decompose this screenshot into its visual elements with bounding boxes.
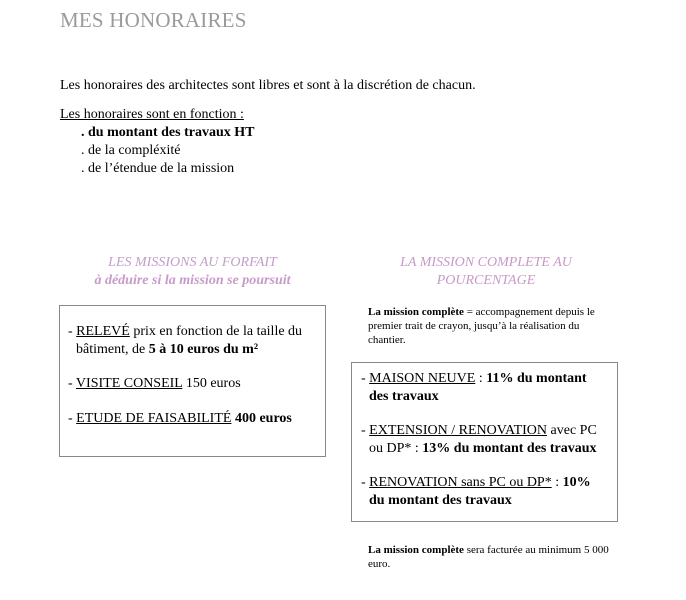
factor-item: . de l’étendue de la mission	[81, 161, 235, 176]
page-title: MES HONORAIRES	[60, 8, 247, 32]
pourcentage-item-maison: - MAISON NEUVE : 11% du montant des travaux	[361, 371, 587, 404]
factors-heading: Les honoraires sont en fonction :	[60, 107, 244, 122]
factors-list	[81, 124, 254, 178]
forfait-title-line2: à déduire si la mission se poursuit	[94, 273, 291, 288]
forfait-section-title	[60, 254, 325, 290]
pourcentage-section-title	[366, 254, 606, 290]
pourcentage-box	[351, 362, 618, 522]
mission-complete-note: La mission complète = accompagnement depuis le premier trait de crayon, jusqu’à la réalisation du chantier.	[368, 306, 595, 346]
factor-item: . de la compléxité	[81, 143, 181, 158]
intro-text: Les honoraires des architectes sont libres et sont à la discrétion de chacun.	[60, 78, 476, 93]
factor-item: . du montant des travaux HT	[81, 125, 255, 140]
forfait-item-visite: - VISITE CONSEIL 150 euros	[68, 376, 241, 391]
pourcentage-title-line2: POURCENTAGE	[436, 273, 536, 288]
forfait-item-etude: - ETUDE DE FAISABILITÉ 400 euros	[68, 411, 292, 426]
forfait-item-releve: - RELEVÉ prix en fonction de la taille du bâtiment, de 5 à 10 euros du m²	[68, 324, 303, 357]
renovation-label: RENOVATION sans PC ou DP*	[369, 475, 552, 490]
visite-label: VISITE CONSEIL	[75, 376, 183, 391]
extension-label: EXTENSION / RENOVATION	[369, 423, 548, 438]
minimum-fee-note: La mission complète sera facturée au minimum 5 000 euro.	[368, 544, 609, 570]
etude-label: ETUDE DE FAISABILITÉ	[76, 411, 232, 426]
releve-label: RELEVÉ	[76, 324, 130, 339]
maison-label: MAISON NEUVE	[369, 371, 476, 386]
pourcentage-title-line1: LA MISSION COMPLETE AU	[400, 255, 572, 270]
forfait-box	[59, 305, 326, 457]
pourcentage-item-extension: - EXTENSION / RENOVATION avec PC ou DP* : 13% du montant des travaux	[361, 423, 597, 456]
forfait-title-line1: LES MISSIONS AU FORFAIT	[108, 255, 277, 270]
pourcentage-item-renovation: - RENOVATION sans PC ou DP* : 10% du montant des travaux	[361, 475, 591, 508]
